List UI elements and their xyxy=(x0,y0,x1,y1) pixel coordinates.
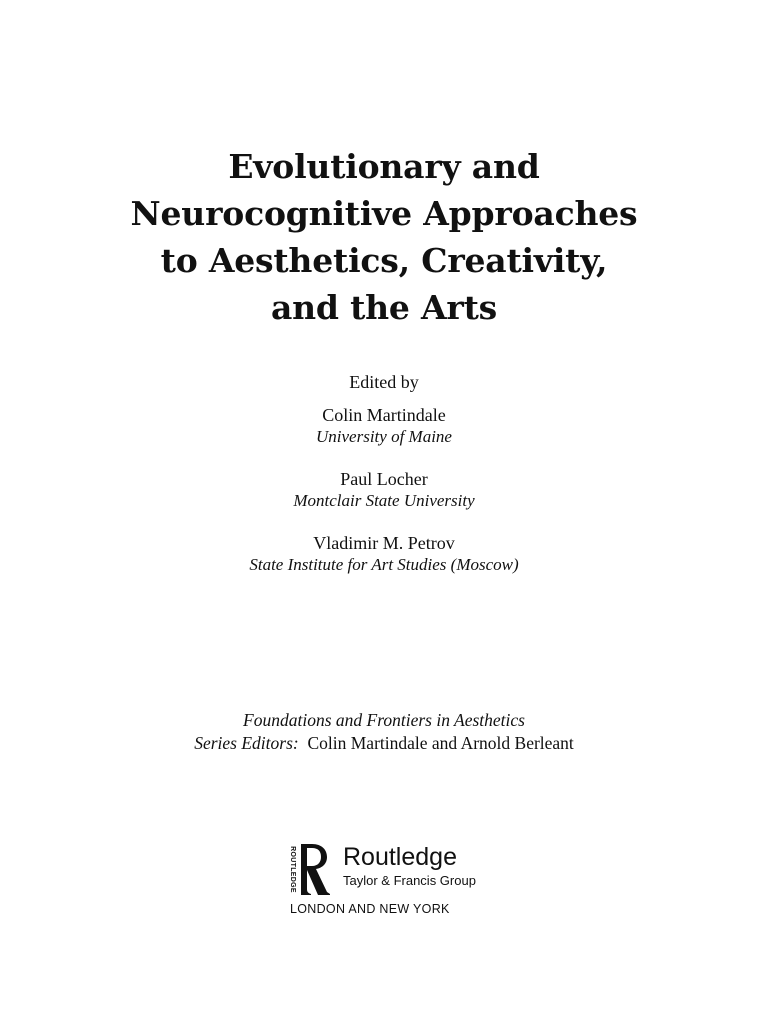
logo-vertical-text: ROUTLEDGE xyxy=(288,845,296,893)
editor-name: Paul Locher xyxy=(340,469,428,489)
editor-name: Vladimir M. Petrov xyxy=(313,533,455,553)
editor-affiliation: University of Maine xyxy=(316,427,452,446)
series-editors-names: Colin Martindale and Arnold Berleant xyxy=(307,733,574,753)
series-block xyxy=(0,709,768,756)
series-title: Foundations and Frontiers in Aesthetics xyxy=(243,710,525,730)
editor-affiliation: Montclair State University xyxy=(293,491,475,510)
editor-entry xyxy=(0,468,768,512)
routledge-logo xyxy=(285,842,333,896)
publisher-group: Taylor & Francis Group xyxy=(343,873,476,888)
editor-entry xyxy=(0,404,768,448)
routledge-r-icon xyxy=(285,842,333,896)
book-title xyxy=(0,143,768,331)
publisher-imprint xyxy=(285,838,545,918)
editor-affiliation: State Institute for Art Studies (Moscow) xyxy=(249,555,519,574)
edited-by-label: Edited by xyxy=(349,372,419,392)
title-line-1: Evolutionary and xyxy=(228,147,540,186)
series-editors xyxy=(0,731,768,756)
title-line-2: Neurocognitive Approaches xyxy=(130,194,638,233)
series-editors-label: Series Editors: xyxy=(194,733,299,753)
editor-entry xyxy=(0,532,768,576)
title-line-3: to Aesthetics, Creativity, xyxy=(160,241,608,280)
publisher-name: Routledge xyxy=(343,843,457,871)
editors-block xyxy=(0,372,768,596)
title-line-4: and the Arts xyxy=(270,288,498,327)
editor-name: Colin Martindale xyxy=(322,405,446,425)
publisher-cities: LONDON AND NEW YORK xyxy=(290,902,450,916)
